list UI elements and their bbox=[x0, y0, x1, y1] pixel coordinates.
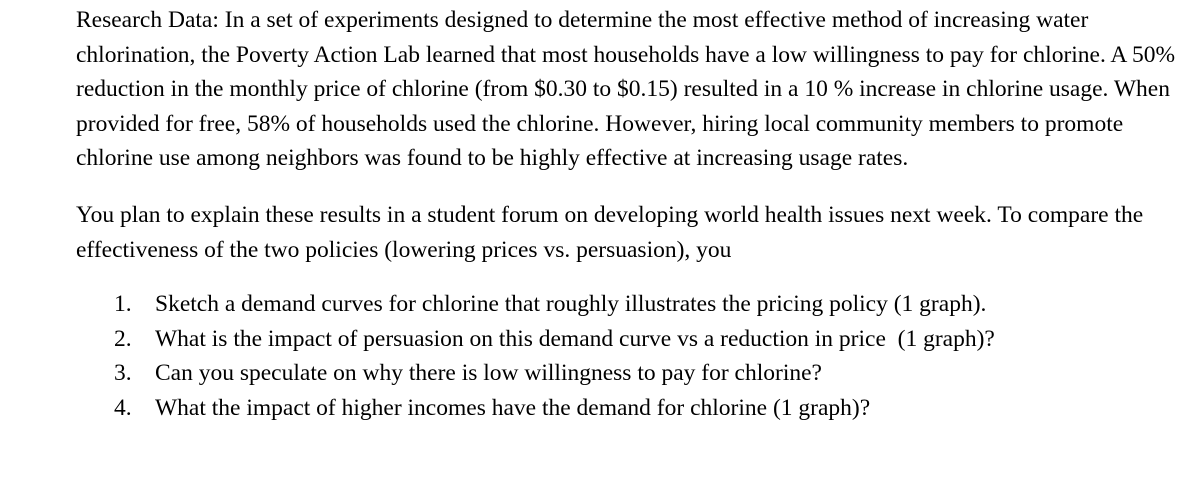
question-text: What is the impact of persuasion on this demand curve vs a reduction in price (1 graph)? bbox=[155, 325, 995, 352]
question-text: Can you speculate on why there is low willingness to pay for chlorine? bbox=[155, 360, 822, 387]
question-text: What the impact of higher incomes have the demand for chlorine (1 graph)? bbox=[155, 394, 871, 421]
question-list bbox=[114, 287, 1188, 425]
document-body bbox=[76, 0, 1176, 426]
question-item-2 bbox=[114, 322, 1188, 357]
question-number: 1. bbox=[114, 291, 132, 318]
question-number: 2. bbox=[114, 325, 132, 352]
question-number: 4. bbox=[114, 394, 132, 421]
question-item-1 bbox=[114, 287, 1188, 322]
research-data-paragraph: Research Data: In a set of experiments designed to determine the most effective method of increasing water chlorination, the Poverty Action Lab learned that most households have a low willingness to pay for chlorine. A 50% reduction in the monthly price of chlorine (from $0.30 to $0.15) resulted in a 10 % increase in chlorine usage. When provided for free, 58% of households used the chlorine. However, hiring local community members to promote chlorine use among neighbors was found to be highly effective at increasing usage rates. bbox=[76, 7, 1176, 172]
forum-paragraph: You plan to explain these results in a student forum on developing world health issues next week. To compare the effectiveness of the two policies (lowering prices vs. persuasion), you bbox=[76, 201, 1144, 263]
question-item-4 bbox=[114, 391, 1188, 426]
question-text: Sketch a demand curves for chlorine that roughly illustrates the pricing policy (1 graph). bbox=[155, 291, 987, 318]
question-number: 3. bbox=[114, 360, 132, 387]
question-item-3 bbox=[114, 356, 1188, 391]
